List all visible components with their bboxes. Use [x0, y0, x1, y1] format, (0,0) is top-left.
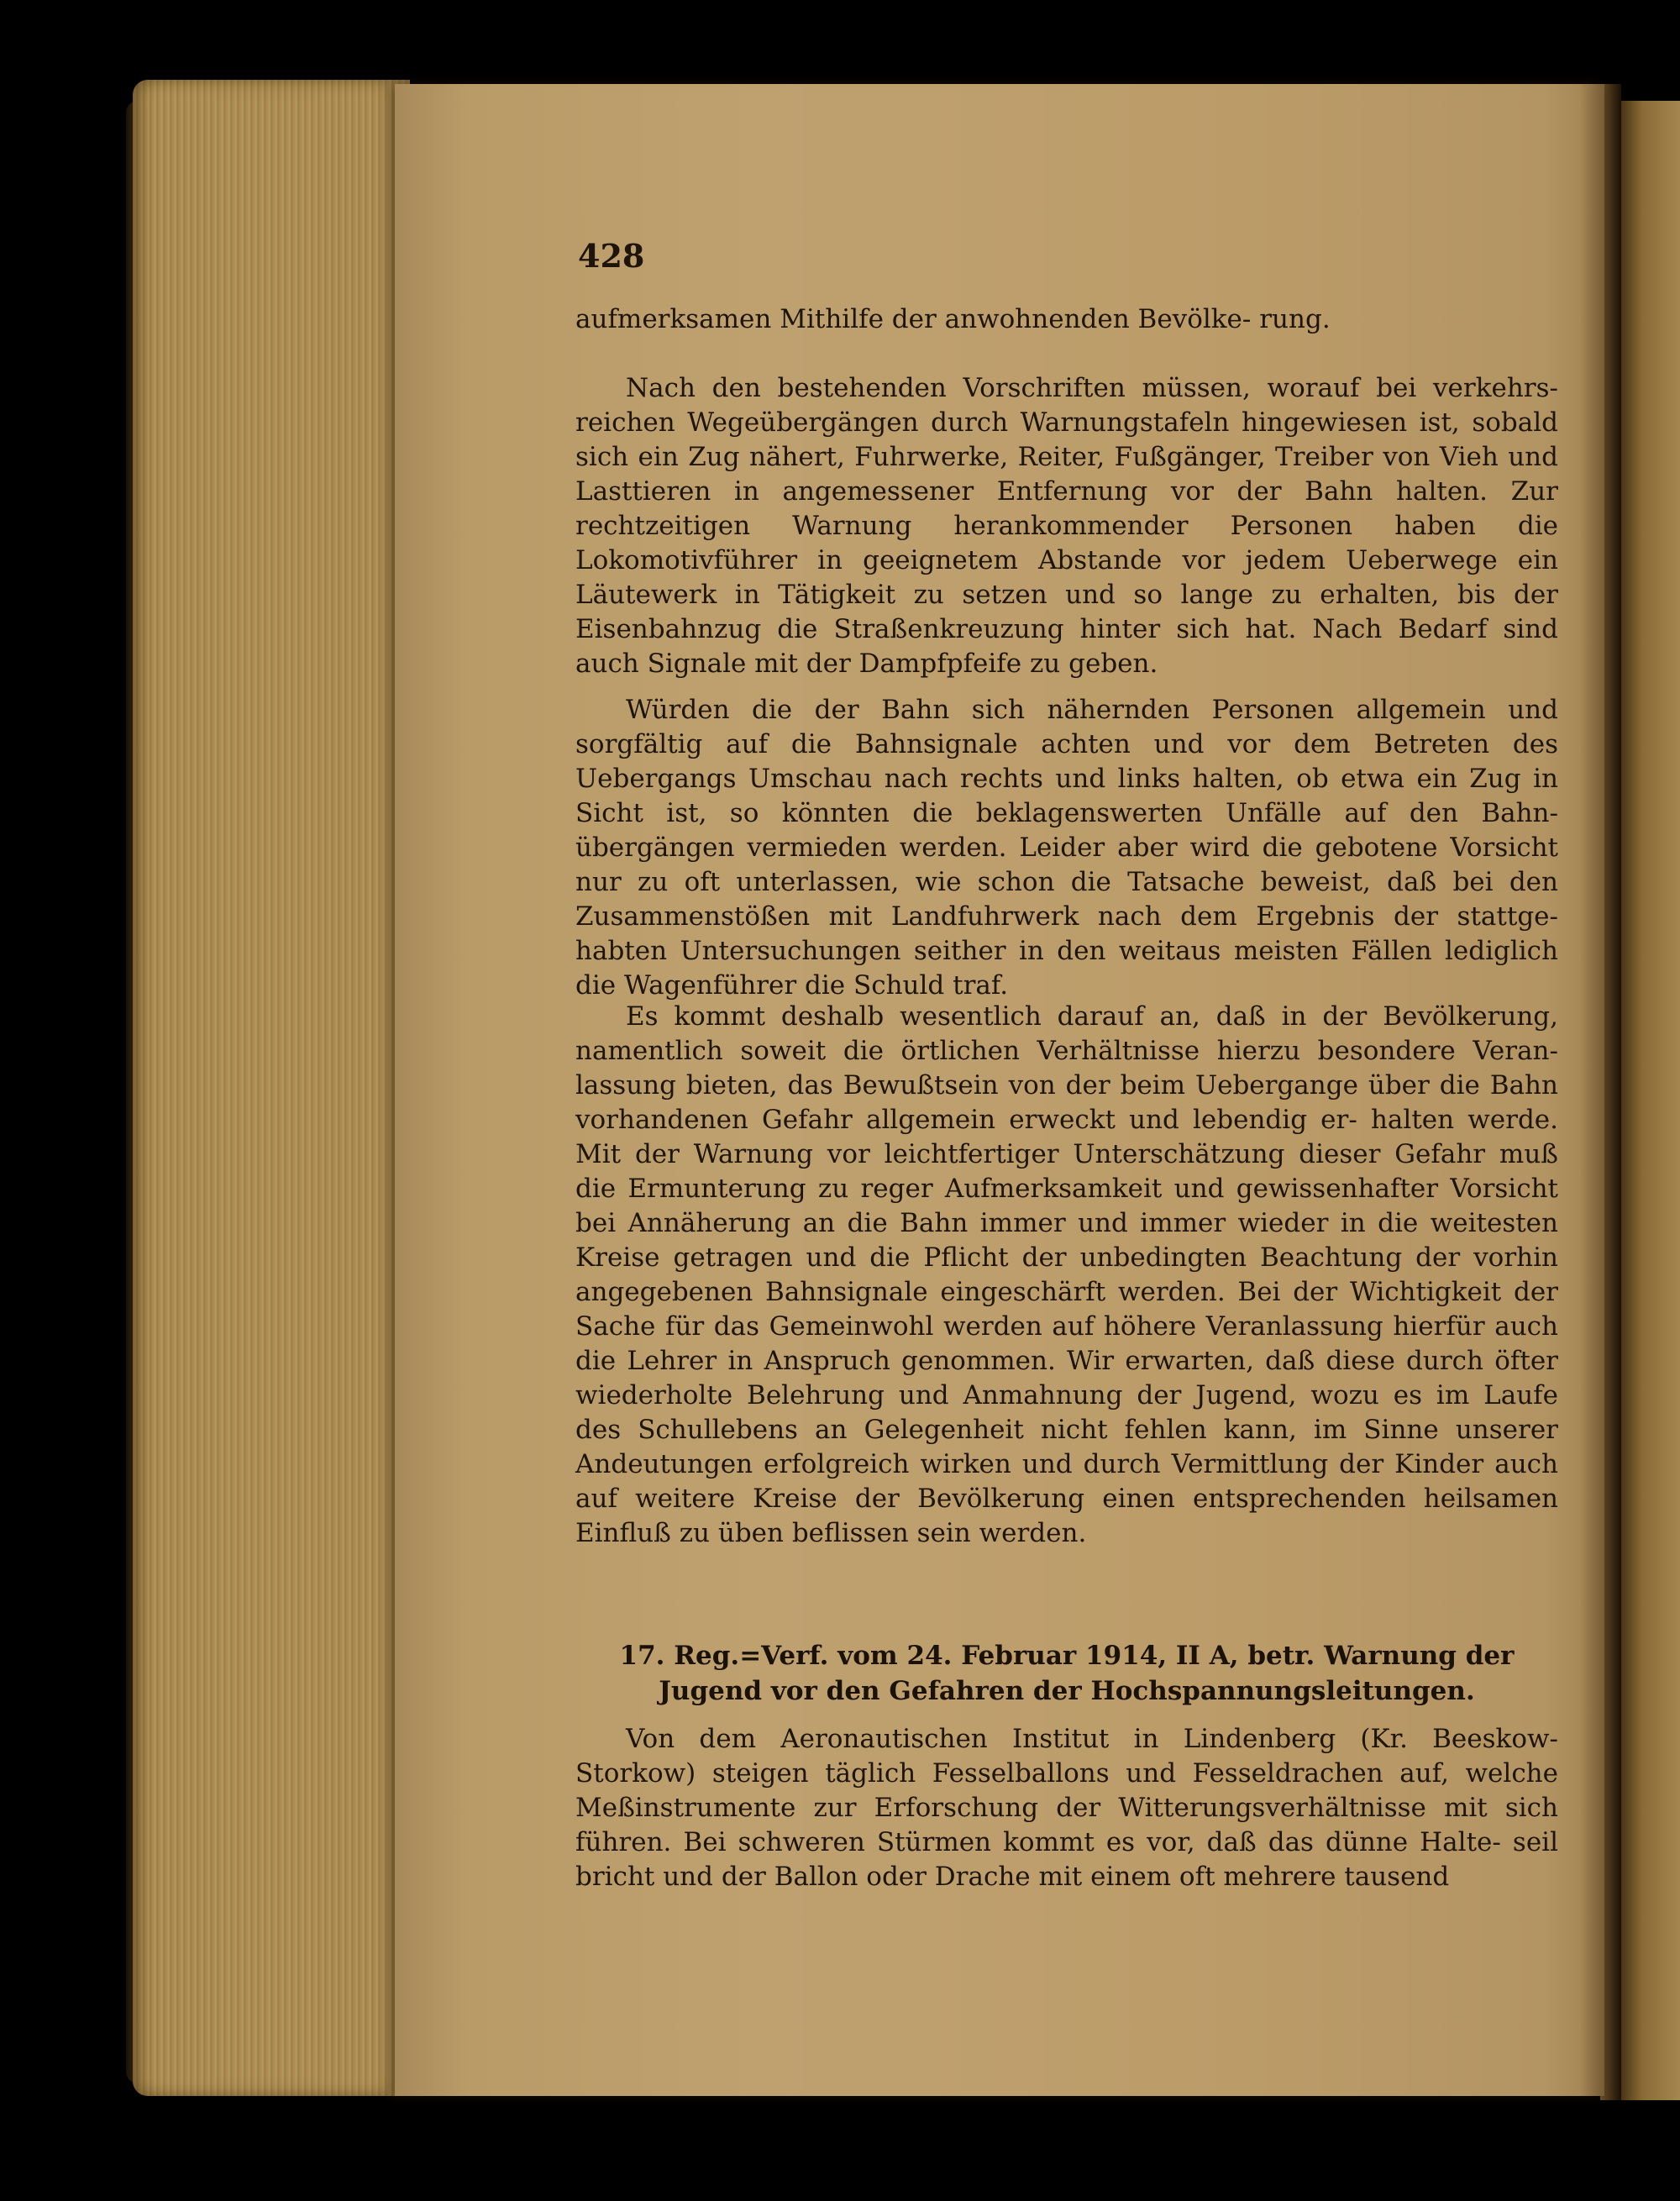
- section-title: Reg.=Verf. vom 24. Februar 1914, II A, betr. Warnung der Jugend vor den Gefahren der Hochspannungsleitungen.: [659, 1641, 1515, 1706]
- paragraph-3: Würden die der Bahn sich nähernden Personen allgemein und sorgfältig auf die Bahnsignale achten und vor dem Betreten des Uebergangs Umschau nach rechts und links halten, ob etwa ein Zug in Sicht ist, so könnten die beklagenswerten Unfälle auf den Bahn- übergängen vermieden werden. Leider aber wird die gebotene Vorsicht nur zu oft unterlassen, wie schon die Tatsache beweist, daß bei den Zusammenstößen mit Landfuhrwerk nach dem Ergebnis der stattge- habten Untersuchungen seither in den weitaus meisten Fällen lediglich die Wagenführer die Schuld traf.: [575, 695, 1558, 1001]
- stacked-page-edges: [133, 80, 410, 2096]
- paragraph-2: Nach den bestehenden Vorschriften müssen, worauf bei verkehrs- reichen Wegeübergängen durch Warnungstafeln hingewiesen ist, sobald sich ein Zug nähert, Fuhrwerke, Reiter, Fußgänger, Treiber von Vieh und Lasttieren in angemessener Entfernung vor der Bahn halten. Zur rechtzeitigen Warnung herankommender Personen haben die Lokomotivführer in geeignetem Abstande vor jedem Ueberwege ein Läutewerk in Tätigkeit zu setzen und so lange zu erhalten, bis der Eisenbahnzug die Straßenkreuzung hinter sich hat. Nach Bedarf sind auch Signale mit der Dampfpfeife zu geben.: [575, 373, 1558, 679]
- page-number: 428: [578, 237, 645, 275]
- section-number: 17.: [619, 1641, 665, 1671]
- section-paragraph: Von dem Aeronautischen Institut in Lindenberg (Kr. Beeskow- Storkow) steigen täglich Fesselballons und Fesseldrachen auf, welche Meßinstrumente zur Erforschung der Witterungsverhältnisse mit sich führen. Bei schweren Stürmen kommt es vor, daß das dünne Halte- seil bricht und der Ballon oder Drache mit einem oft mehrere tausend: [575, 1724, 1558, 1892]
- next-page-sliver: [1617, 101, 1680, 2100]
- paragraph-4: Es kommt deshalb wesentlich darauf an, daß in der Bevölkerung, namentlich soweit die örtlichen Verhältnisse hierzu besondere Veran- lassung bieten, das Bewußtsein von der beim Uebergange über die Bahn vorhandenen Gefahr allgemein erweckt und lebendig er- halten werde. Mit der Warnung vor leichtfertiger Unterschätzung dieser Gefahr muß die Ermunterung zu reger Aufmerksamkeit und gewissenhafter Vorsicht bei Annäherung an die Bahn immer und immer wieder in die weitesten Kreise getragen und die Pflicht der unbedingten Beachtung der vorhin angegebenen Bahnsignale eingeschärft werden. Bei der Wichtigkeit der Sache für das Gemeinwohl werden auf höhere Veranlassung hierfür auch die Lehrer in Anspruch genommen. Wir erwarten, daß diese durch öfter wiederholte Belehrung und Anmahnung der Jugend, wozu es im Laufe des Schullebens an Gelegenheit nicht fehlen kann, im Sinne unserer Andeutungen erfolgreich wirken und durch Vermittlung der Kinder auch auf weitere Kreise der Bevölkerung einen entsprechenden heilsamen Einfluß zu üben beflissen sein werden.: [575, 1001, 1558, 1548]
- paragraph-1: aufmerksamen Mithilfe der anwohnenden Bevölke- rung.: [575, 304, 1331, 334]
- section-heading: [571, 1638, 1562, 1709]
